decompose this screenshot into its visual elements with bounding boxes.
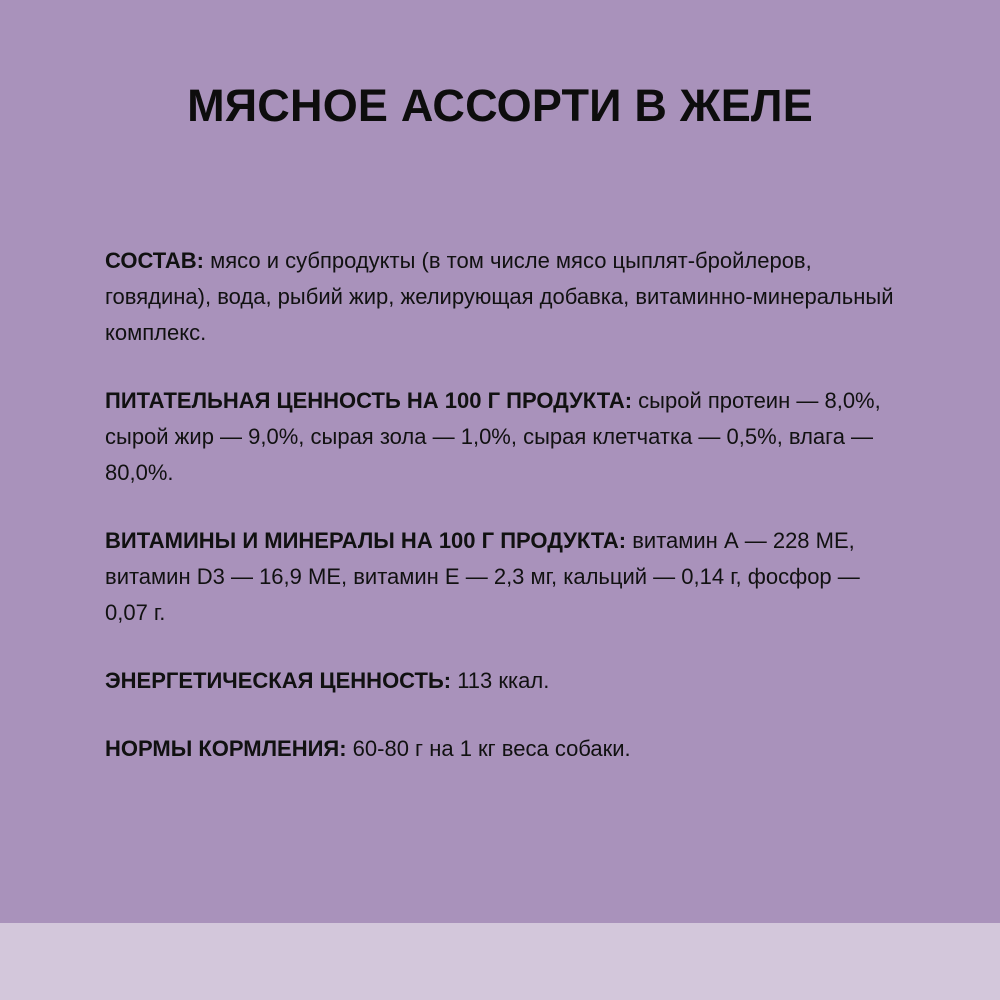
nutrition-label: ПИТАТЕЛЬНАЯ ЦЕННОСТЬ НА 100 Г ПРОДУКТА: [105,388,633,413]
energy-text: 113 ккал. [451,668,550,693]
page-title: МЯСНОЕ АССОРТИ В ЖЕЛЕ [187,80,813,131]
feeding-label: НОРМЫ КОРМЛЕНИЯ: [105,736,347,761]
nutrition-section [105,383,905,491]
nutrition-text: сырой протеин — 8,0%, сырой жир — 9,0%, сырая зола — 1,0%, сырая клетчатка — 0,5%, влага — 80,0%. [105,388,881,485]
composition-text: мясо и субпродукты (в том числе мясо цыплят-бройлеров, говядина), вода, рыбий жир, желирующая добавка, витаминно-минеральный комплекс. [105,248,894,345]
feeding-section [105,731,905,767]
composition-section [105,243,905,351]
energy-label: ЭНЕРГЕТИЧЕСКАЯ ЦЕННОСТЬ: [105,668,452,693]
vitamins-label: ВИТАМИНЫ И МИНЕРАЛЫ НА 100 Г ПРОДУКТА: [105,528,627,553]
energy-section [105,663,905,699]
vitamins-section [105,523,905,631]
vitamins-text: витамин А — 228 МЕ, витамин D3 — 16,9 МЕ, витамин Е — 2,3 мг, кальций — 0,14 г, фосфор — 0,07 г. [105,528,860,625]
feeding-text: 60-80 г на 1 кг веса собаки. [346,736,631,761]
composition-label: СОСТАВ: [105,248,204,273]
footer-band [0,923,1000,1000]
product-description [105,243,905,799]
